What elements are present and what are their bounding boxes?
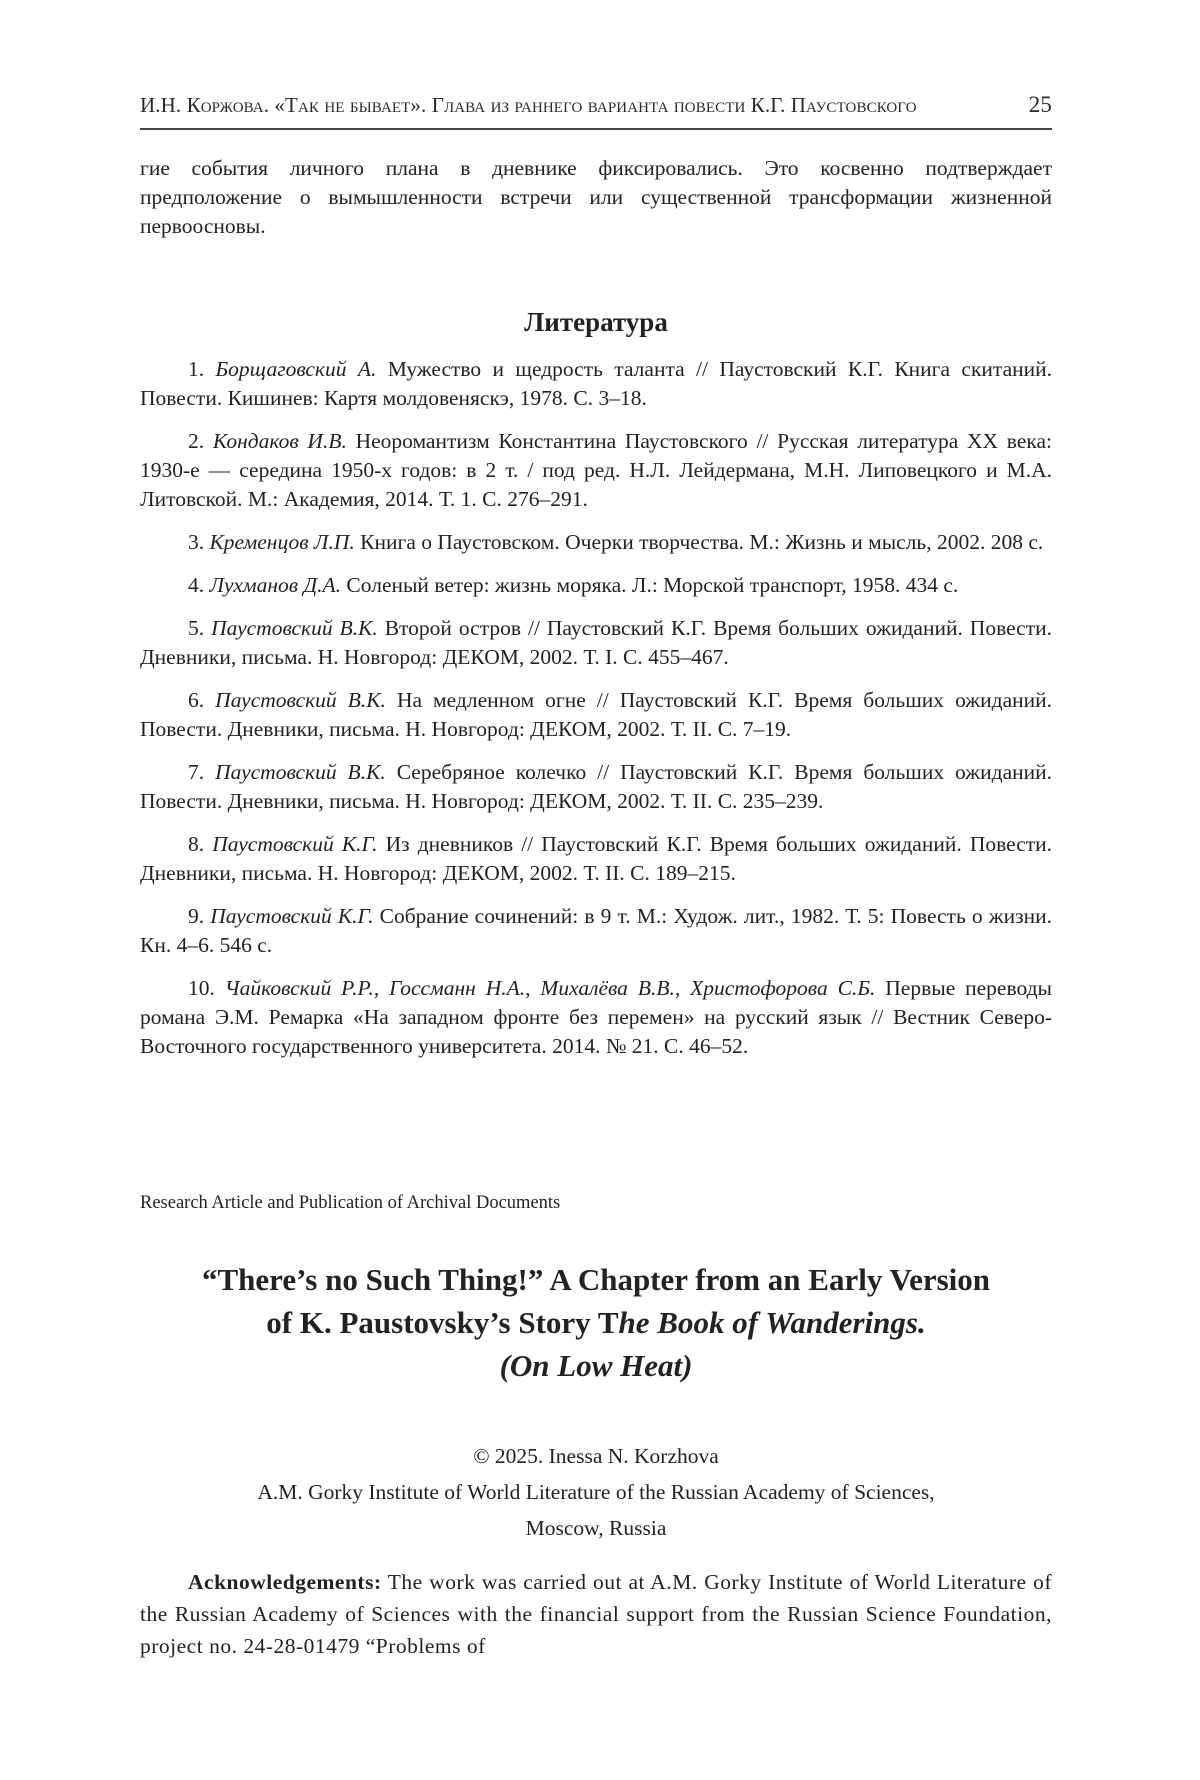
reference-number: 7. [188, 760, 205, 784]
reference-text: Книга о Паустовском. Очерки творчества. М.: Жизнь и мысль, 2002. 208 с. [360, 530, 1044, 554]
reference-text: Соленый ветер: жизнь моряка. Л.: Морской транспорт, 1958. 434 с. [346, 573, 959, 597]
reference-number: 1. [188, 357, 205, 381]
reference-number: 9. [188, 904, 205, 928]
reference-author: Кондаков И.В. [212, 429, 347, 453]
title-line-2 [140, 1301, 1052, 1344]
reference-author: Борщаговский А. [215, 357, 377, 381]
reference-item [140, 528, 1052, 557]
reference-author: Кременцов Л.П. [209, 530, 355, 554]
title-line-3: (On Low Heat) [499, 1348, 693, 1383]
english-article-title [140, 1258, 1052, 1387]
reference-text: Собрание сочинений: в 9 т. М.: Худож. лит., 1982. Т. 5: Повесть о жизни. Кн. 4–6. 546 с. [140, 904, 1052, 957]
reference-author: Лухманов Д.А. [209, 573, 342, 597]
reference-item [140, 974, 1052, 1061]
reference-text: Первые переводы романа Э.М. Ремарка «На западном фронте без перемен» на русский язык // Вестник Северо-Восточного государственного университета. 2014. № 21. С. 46–52. [140, 976, 1052, 1058]
acknowledgements-paragraph [140, 1566, 1052, 1662]
reference-author: Паустовский К.Г. [212, 832, 378, 856]
acknowledgements-text: The work was carried out at A.M. Gorky Institute of World Literature of the Russian Academy of Sciences with the financial support from the Russian Science Foundation, project no. 24-28-01479 “Problems of [140, 1570, 1052, 1658]
reference-list [140, 355, 1052, 1075]
reference-number: 8. [188, 832, 205, 856]
reference-text: Второй остров // Паустовский К.Г. Время больших ожиданий. Повести. Дневники, письма. Н. Новгород: ДЕКОМ, 2002. Т. I. С. 455–467. [140, 616, 1053, 669]
reference-text: Из дневников // Паустовский К.Г. Время больших ожиданий. Повести. Дневники, письма. Н. Новгород: ДЕКОМ, 2002. Т. II. С. 189–215. [140, 832, 1053, 885]
reference-item [140, 686, 1052, 744]
header-rule [140, 128, 1052, 130]
reference-number: 6. [188, 688, 205, 712]
title-line-1: “There’s no Such Thing!” A Chapter from an Early Version [201, 1262, 991, 1297]
reference-number: 2. [188, 429, 205, 453]
reference-number: 4. [188, 573, 205, 597]
reference-number: 3. [188, 530, 205, 554]
page-number: 25 [1028, 92, 1052, 117]
reference-item [140, 355, 1052, 413]
reference-author: Паустовский В.К. [215, 760, 386, 784]
acknowledgements-label: Acknowledgements: [188, 1570, 382, 1594]
reference-item [140, 571, 1052, 600]
reference-text: На медленном огне // Паустовский К.Г. Время больших ожиданий. Повести. Дневники, письма. Н. Новгород: ДЕКОМ, 2002. Т. II. С. 7–19. [140, 688, 1053, 741]
reference-author: Паустовский К.Г. [210, 904, 374, 928]
reference-item [140, 830, 1052, 888]
literature-heading: Литература [524, 307, 668, 337]
article-type-label: Research Article and Publication of Archival Documents [140, 1193, 561, 1213]
reference-item [140, 902, 1052, 960]
reference-item [140, 427, 1052, 514]
running-header-title: И.Н. Коржова. «Так не бывает». Глава из раннего варианта повести К.Г. Паустовского [140, 93, 917, 117]
reference-number: 5. [188, 616, 205, 640]
reference-item [140, 614, 1052, 672]
title-line-2-italic: he Book of Wanderings. [618, 1305, 926, 1340]
copyright-line: © 2025. Inessa N. Korzhova [473, 1444, 719, 1468]
reference-author: Паустовский В.К. [215, 688, 386, 712]
reference-text: Неоромантизм Константина Паустовского // Русская литература XX века: 1930-е — середина 1950-х годов: в 2 т. / под ред. Н.Л. Лейдермана, М.Н. Липовецкого и М.А. Литовской. М.: Академия, 2014. Т. 1. С. 276–291. [140, 429, 1052, 511]
reference-text: Мужество и щедрость таланта // Паустовский К.Г. Книга скитаний. Повести. Кишинев: Картя молдовеняскэ, 1978. С. 3–18. [140, 357, 1053, 410]
reference-number: 10. [188, 976, 215, 1000]
reference-author: Чайковский Р.Р., Госсманн Н.А., Михалёва В.В., Христофорова С.Б. [224, 976, 876, 1000]
intro-paragraph: гие события личного плана в дневнике фиксировались. Это косвенно подтверждает предположение о вымышленности встречи или существенной трансформации жизненной первоосновы. [140, 156, 1052, 238]
reference-item [140, 758, 1052, 816]
author-affiliation: A.M. Gorky Institute of World Literature of the Russian Academy of Sciences, [257, 1480, 935, 1504]
title-line-2-plain: of K. Paustovsky’s Story T [266, 1305, 619, 1340]
reference-text: Серебряное колечко // Паустовский К.Г. Время больших ожиданий. Повести. Дневники, письма. Н. Новгород: ДЕКОМ, 2002. Т. II. С. 235–239. [140, 760, 1053, 813]
author-city: Moscow, Russia [525, 1516, 667, 1540]
reference-author: Паустовский В.К. [211, 616, 378, 640]
running-header [140, 92, 1052, 118]
